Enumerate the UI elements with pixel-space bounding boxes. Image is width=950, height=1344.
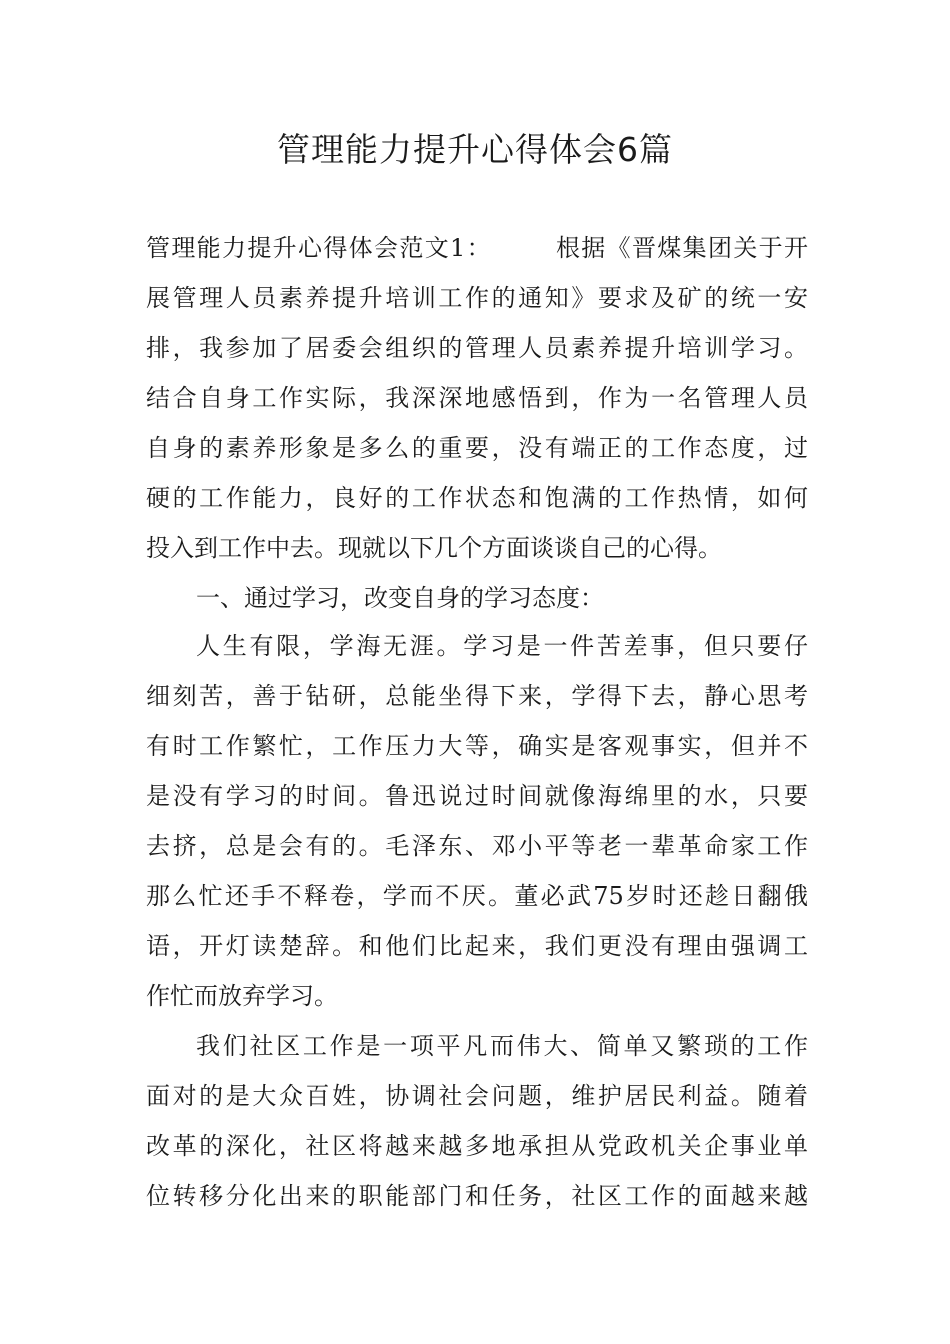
paragraph-line: 排，我参加了居委会组织的管理人员素养提升培训学习。: [146, 334, 808, 362]
paragraph-line: 细刻苦，善于钻研，总能坐得下来，学得下去，静心思考: [146, 682, 808, 710]
paragraph-line: 位转移分化出来的职能部门和任务，社区工作的面越来越: [146, 1182, 808, 1210]
paragraph-line: 自身的素养形象是多么的重要，没有端正的工作态度，过: [146, 434, 808, 462]
paragraph-line: 有时工作繁忙，工作压力大等，确实是客观事实，但并不: [146, 732, 808, 760]
section-heading: 一、通过学习，改变自身的学习态度：: [196, 584, 604, 612]
paragraph-line: 去挤，总是会有的。毛泽东、邓小平等老一辈革命家工作: [146, 832, 808, 860]
paragraph-line: 硬的工作能力，良好的工作状态和饱满的工作热情，如何: [146, 484, 808, 512]
paragraph-line: 管理能力提升心得体会范文1： 根据《晋煤集团关于开: [146, 234, 808, 262]
paragraph-line: 展管理人员素养提升培训工作的通知》要求及矿的统一安: [146, 284, 808, 312]
paragraph-line: 是没有学习的时间。鲁迅说过时间就像海绵里的水，只要: [146, 782, 808, 810]
paragraph-line: 人生有限，学海无涯。学习是一件苦差事，但只要仔: [196, 632, 808, 660]
paragraph-line: 那么忙还手不释卷，学而不厌。董必武75岁时还趁日翻俄: [146, 882, 808, 910]
paragraph-line: 投入到工作中去。现就以下几个方面谈谈自己的心得。: [146, 534, 722, 562]
paragraph-line: 面对的是大众百姓，协调社会问题，维护居民利益。随着: [146, 1082, 808, 1110]
paragraph-line: 我们社区工作是一项平凡而伟大、简单又繁琐的工作: [196, 1032, 808, 1060]
paragraph-line: 结合自身工作实际，我深深地感悟到，作为一名管理人员: [146, 384, 808, 412]
paragraph-line: 作忙而放弃学习。: [146, 982, 338, 1010]
paragraph-line: 语，开灯读楚辞。和他们比起来，我们更没有理由强调工: [146, 932, 808, 960]
document-title: 管理能力提升心得体会6篇: [277, 130, 673, 169]
paragraph-line: 改革的深化，社区将越来越多地承担从党政机关企事业单: [146, 1132, 808, 1160]
